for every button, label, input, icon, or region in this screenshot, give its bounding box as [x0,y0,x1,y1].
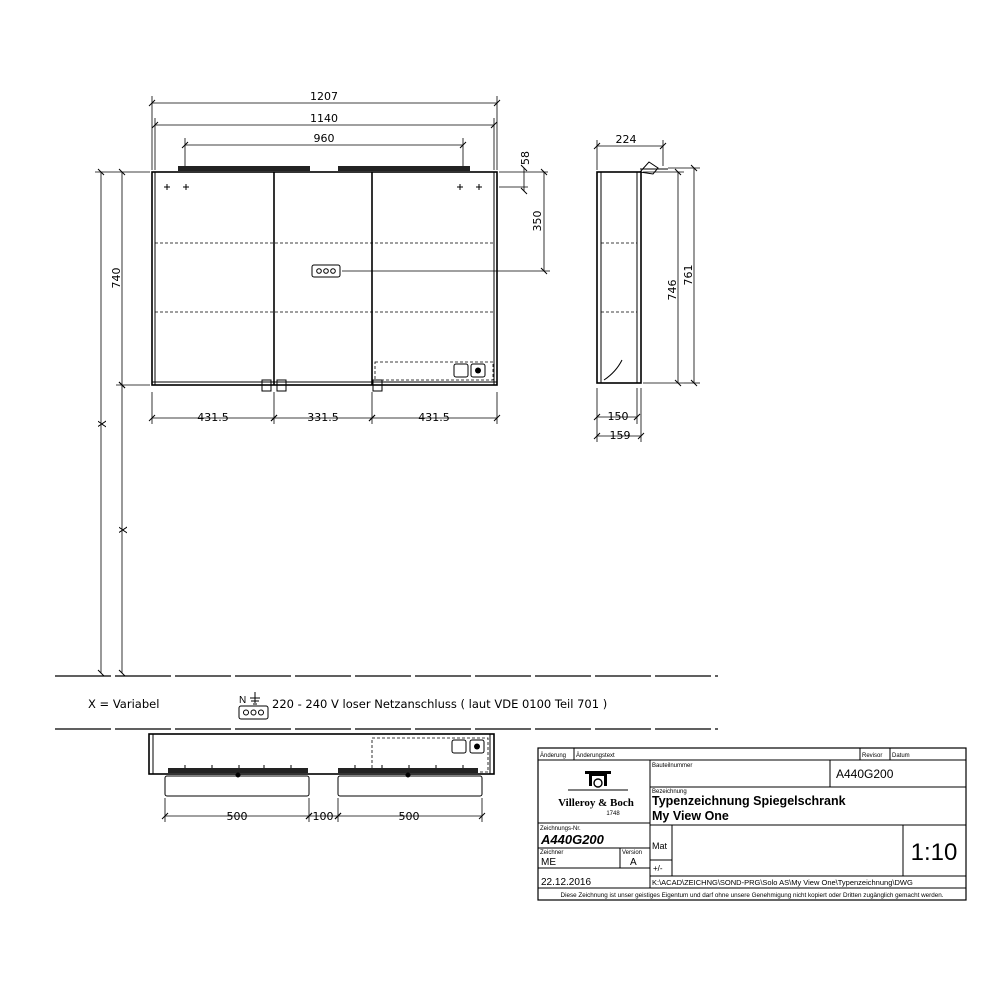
power-note: 220 - 240 V loser Netzanschluss ( laut VDE 0100 Teil 701 ) [272,697,608,711]
light-strip-right [338,166,470,171]
svg-text:1140: 1140 [310,112,338,125]
power-connection-icon [239,692,268,719]
svg-text:58: 58 [519,151,532,165]
part-number: A440G200 [836,767,894,781]
drawing-number: A440G200 [541,832,604,847]
svg-text:X: X [96,420,109,428]
outlet-icon [452,740,484,753]
svg-text:1207: 1207 [310,90,338,103]
variable-note: X = Variabel [88,697,160,711]
version: A [630,857,637,868]
front-cabinet-outline [152,172,497,385]
outlet-icon [454,364,485,377]
dimension-740 [110,172,150,385]
svg-text:431.5: 431.5 [197,411,229,424]
title-block [538,748,966,900]
designation-line1: Typenzeichnung Spiegelschrank [652,794,846,808]
plan-light-right [338,768,478,773]
dimension-plan-widths [165,798,482,823]
side-view [597,133,700,442]
dimension-150-159 [597,388,641,442]
plan-light-left [168,768,308,773]
svg-text:960: 960 [313,132,335,145]
svg-text:1748: 1748 [606,811,620,817]
svg-text:350: 350 [531,210,544,232]
side-cabinet-outline [597,172,641,383]
svg-text:X: X [117,526,130,534]
svg-text:+/-: +/- [653,864,663,873]
svg-text:761: 761 [682,264,695,286]
svg-text:Villeroy & Boch: Villeroy & Boch [558,797,634,809]
svg-text:Bauteilnummer: Bauteilnummer [652,763,693,769]
dimension-x-total [95,172,116,673]
header-revisor: Revisor [862,753,883,759]
svg-text:500: 500 [398,810,420,823]
svg-text:224: 224 [615,133,637,146]
dimension-x-floor [117,385,130,673]
socket-icon [312,265,340,277]
svg-text:159: 159 [609,429,631,442]
dimension-746 [643,172,684,383]
spotlight-icon [164,184,482,190]
door-swing-icon [604,360,622,380]
header-aenderungstext: Änderungstext [576,753,615,759]
plan-view [149,734,494,823]
svg-text:746: 746 [666,279,679,301]
scale: 1:10 [910,839,958,866]
svg-text:740: 740 [110,267,123,289]
svg-text:Version: Version [622,850,643,856]
svg-text:431.5: 431.5 [418,411,450,424]
light-strip-left [178,166,310,171]
svg-text:500: 500 [226,810,248,823]
svg-text:Bezeichnung: Bezeichnung [652,789,687,795]
dimension-761 [668,168,700,383]
svg-text:100: 100 [312,810,334,823]
drafter: ME [541,857,556,868]
disclaimer: Diese Zeichnung ist unser geistiges Eigentum und darf ohne unsere Genehmigung nicht kopiert oder Dritten zugänglich gemacht werden. [560,892,944,899]
svg-text:N: N [239,695,247,706]
date: 22.12.2016 [541,877,592,888]
dimension-960 [185,132,463,166]
svg-text:331.5: 331.5 [307,411,339,424]
svg-text:Zeichner: Zeichner [540,850,564,856]
dimension-1207 [152,90,497,170]
file-path: K:\ACAD\ZEICHNG\SOND-PRG\Solo AS\My View One\Typenzeichnung\DWG [652,878,913,887]
svg-text:Zeichnungs-Nr.: Zeichnungs-Nr. [540,826,581,832]
header-aenderung: Änderung [540,753,567,759]
header-datum: Datum [892,753,910,759]
dimension-door-widths [152,392,497,424]
designation-line2: My View One [652,809,729,823]
dimension-58 [499,151,548,191]
svg-text:Mat: Mat [652,841,668,851]
svg-text:150: 150 [607,410,629,423]
front-view [95,90,550,673]
